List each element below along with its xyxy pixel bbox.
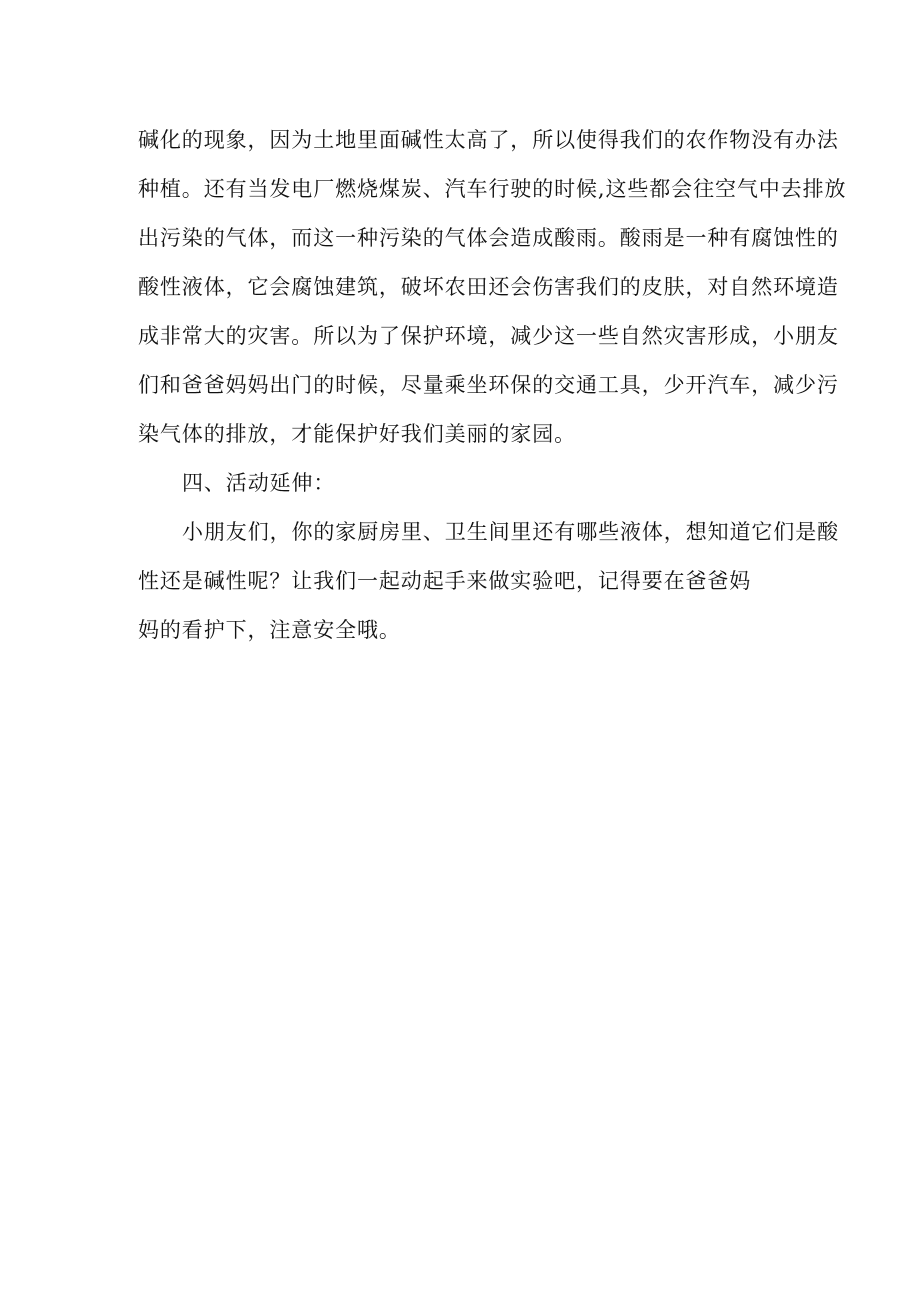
extension-line-1: 小朋友们，你的家厨房里、卫生间里还有哪些液体，想知道它们是酸 xyxy=(182,520,839,544)
paragraph-line-2: 种植。还有当发电厂燃烧煤炭、汽车行驶的时候,这些都会往空气中去排放 xyxy=(138,177,847,201)
paragraph-line-4: 酸性液体，它会腐蚀建筑，破坏农田还会伤害我们的皮肤，对自然环境造 xyxy=(138,275,839,299)
section-heading: 四、活动延伸： xyxy=(182,471,336,495)
paragraph-line-3: 出污染的气体，而这一种污染的气体会造成酸雨。酸雨是一种有腐蚀性的 xyxy=(138,226,839,250)
paragraph-line-1: 碱化的现象，因为土地里面碱性太高了，所以使得我们的农作物没有办法 xyxy=(138,128,839,152)
extension-line-2: 性还是碱性呢？让我们一起动起手来做实验吧，记得要在爸爸妈 xyxy=(138,569,752,593)
paragraph-line-5: 成非常大的灾害。所以为了保护环境，减少这一些自然灾害形成，小朋友 xyxy=(138,324,839,348)
paragraph-line-6: 们和爸爸妈妈出门的时候，尽量乘坐环保的交通工具，少开汽车，减少污 xyxy=(138,373,839,397)
extension-line-3: 妈的看护下，注意安全哦。 xyxy=(138,618,401,642)
paragraph-line-7: 染气体的排放，才能保护好我们美丽的家园。 xyxy=(138,422,576,446)
